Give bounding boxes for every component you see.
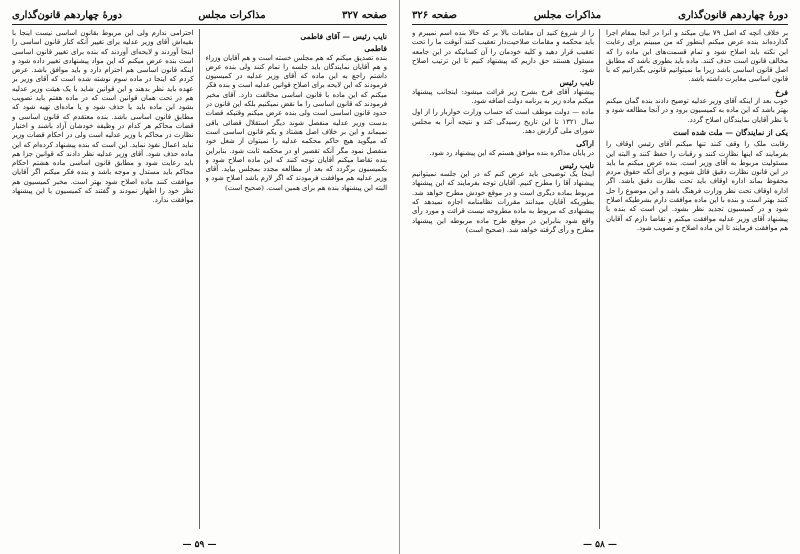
paragraph: خوب بعد از اینکه آقای وزیر عدلیه توضیح دادند بنده گمان میکنم بهتر باشد که این ماده به کمیسیون برود و در آنجا مطالعه شود و با نظر آقایان نمایندگان اصلاح گردد. <box>606 97 788 124</box>
speaker-heading: نایب رئیس <box>559 160 594 170</box>
paragraph: در پایان مذاکره بنده موافق هستم که این پیشنهاد رد شود. <box>429 148 594 157</box>
speaker-heading: نایب رئیس — آقای فاطمی <box>300 32 387 41</box>
paragraph: را از شروع کنید آن مقامات بالا بر که حالا بنده اسم نمیبرم و باید محکمه و مقامات صلاحیت‌دار تعقیب کنند آنوقت ما را تحت تعقیب قرار دهید و کلیه خودمان را آن کسانیکه در این جامعه مسئول هستند حق داریم که پیشنهاد کنیم تا این ترتیب اصلاح شود. <box>412 29 594 75</box>
right-page <box>400 0 800 554</box>
right-page-number: صفحه ۳۲۶ <box>412 9 457 21</box>
paragraph: ماده — دولت موظف است که حساب وزارت خواربار را از اول سال ۱۳۲۱ تا این تاریخ رسیدگی کند و نتیجه آنرا به مجلس شورای ملی گزارش دهد. <box>412 108 595 135</box>
left-page-columns <box>12 29 387 529</box>
paragraph: اینجا یک توضیحی باید عرض کنم که در این جلسه نمیتوانیم پیشنهاد آقا را مطرح کنیم. آقایان توجه بفرمایند که این پیشنهاد مربوط بماده دیگری است و در موقع خودش مطرح خواهد شد. بطوریکه آقایان میدانند مقررات نظامنامه اجازه نمیدهد که پیشنهادی که مربوط به ماده مطروحه نیست قرائت و مورد رأی واقع شود بنابراین در موقع طرح ماده مربوطه این پیشنهاد مطرح و رأی گرفته خواهد شد. (صحیح است) <box>412 170 594 234</box>
right-page-footer: — ۵۸ — <box>583 540 617 550</box>
left-page-number: صفحه ۳۲۷ <box>342 9 387 21</box>
section-heading: یکی از نمایندگان — ملت شده است <box>673 127 788 137</box>
paragraph: پیشنهاد آقای فرخ بشرح زیر قرائت میشود: اینجانب پیشنهاد میکنم ماده زیر به برنامه دولت اضافه شود. <box>412 87 594 106</box>
right-section-head: مذاکرات مجلس <box>533 9 602 21</box>
left-section-head: مذاکرات مجلس <box>198 9 266 21</box>
left-page-header <box>12 8 387 25</box>
left-column-left <box>12 29 200 529</box>
right-page-columns <box>412 29 788 529</box>
paragraph: احترامی ندارم ولی این مربوط بقانون اساسی نیست اینجا با بقیه‌اش آقای وزیر عدلیه برای تغییر آنکه کنار قانون اساسی را اینجا آوردند و لایحه‌ای آوردند که بنده برای تغییر قانون اساسی است بنده عرض میکنم که این مواد پیشنهادی تغییر داده شود و اینکه قانون اساسی هم احترام دارد و باید موافق باشد. عرض کردم که اینجا در ماده سوم نوشته شده است که آقای وزیر بر عهده باید نظر بدهند و این قوانین شاید با یک هیئت وزیر عدلیه هم در تحت همان قوانین است که در ماده هفتم باید تصویب بشود این ماده باید یا حذف شود و یا ماده‌ای تهیه شود که مطابق قانون اساسی باشد. بنده معتقدم که قانون اساسی و قضات محاکم هر کدام در وظیفه خودشان آزاد باشند و اختیار نظارت در محاکم با وزیر عدلیه است ولی در احکام قضات وزیر نباید اعمال نفوذ نماید. این است که بنده پیشنهاد کرده‌ام که این ماده حذف شود. آقای وزیر عدلیه نظر دادند که قوانین جزا هم باید رعایت شود و مطابق قانون اساسی ماده هشتم احکام محاکم باید مستدل و موجه باشد و بنده فکر میکنم اگر آقایان موافقت کنند ماده اصلاح شود بهتر است. مخبر کمیسیون هم نظر خود را اظهار نمودند و گفتند که کمیسیون با این پیشنهاد موافقت ندارد. <box>12 29 194 205</box>
paragraph: رقابت ملک را وقف کنند تنها میکنم آقای رئیس اوقاف را بفرمایند که اینها نظارت کنند و رقبات را حفظ کنند و البته این مسئولیت مربوط به آقای وزیر است. بنده عرض میکنم ما باید در این قانون نظارت دقیق قائل شویم و برای آنکه حقوق مردم محفوظ بماند اداره اوقاف باید تحت نظارت دقیق باشد. اگر اداره اوقاف تحت نظر وزارت فرهنگ باشد و این موضوع را حل کنند بهتر است و بنده با این ماده موافقت دارم بشرطیکه اصلاح شود و در کمیسیون تجدید نظر بشود. این است که بنده با پیشنهاد آقای وزیر عدلیه موافقت میکنم و تقاضا دارم که آقایان هم موافقت فرمایند تا این ماده اصلاح و تصویب شود. <box>606 140 788 232</box>
right-column-right <box>606 29 788 529</box>
speaker-heading: نایب رئیس <box>559 78 594 88</box>
speaker-heading: اراکی <box>576 139 594 149</box>
right-page-header <box>412 8 788 25</box>
paragraph: بر خلاف آنچه که اصل ۷۹ بیان میکند و آنرا در آنجا بمقام اجرا گذارده‌اند بنده عرض میکنم اینطور که من میبینم برای رعایت این نکته باید اصلاح شود و تمام قسمت‌های این ماده را که مخالف قانون است حذف کنند. ماده باید بطوری باشد که مطابق اصل قانون اساسی باشد زیرا ما نمیتوانیم قانونی بگذرانیم که با قانون اساسی مغایرت داشته باشد. <box>606 29 788 84</box>
speaker-heading: فرخ <box>775 87 788 97</box>
left-column-right <box>206 29 388 529</box>
left-running-head: دورهٔ چهاردهم قانون‌گذاری <box>12 9 122 21</box>
speaker-heading: فاطمی <box>364 44 387 54</box>
right-running-head: دورهٔ چهاردهم قانون‌گذاری <box>678 9 788 21</box>
right-column-left <box>412 29 600 529</box>
paragraph: بنده تصدیق میکنم که هم مجلس خسته است و هم آقایان وزراء و هم آقایان نمایندگان باید جلسه را تمام کنند ولی بنده عرض داشتم راجع به این ماده که آقای وزیر عدلیه در کمیسیون فرمودند که این لایحه برای اصلاح قوانین عدلیه است و بنده فکر میکنم که این ماده با قانون اساسی مخالفت دارد. آقای مخبر فرمودند که قانون اساسی را ما نقض نمیکنیم بلکه این قانون در حدود قانون اساسی است ولی بنده عرض میکنم وقتیکه قضات بدست وزیر عدلیه منفصل شوند دیگر استقلال قضائی باقی نمیماند و این بر خلاف اصل هشتاد و یکم قانون اساسی است که میگوید هیچ حاکم محکمه عدلیه را نمیتوان از شغل خود منفصل نمود مگر آنکه تقصیر او در محکمه ثابت شود. بنابراین بنده تقاضا میکنم آقایان توجه کنند که این ماده اصلاح شود و بکمیسیون برگردد که بعد از مطالعه مجدد بمجلس بیاید. آقای وزیر عدلیه هم موافقت فرمودند که اگر لازم باشد اصلاح شود و البته این پیشنهاد بنده هم برای همین است. (صحیح است) <box>205 53 387 192</box>
left-page-footer: — ۵۹ — <box>182 540 217 550</box>
